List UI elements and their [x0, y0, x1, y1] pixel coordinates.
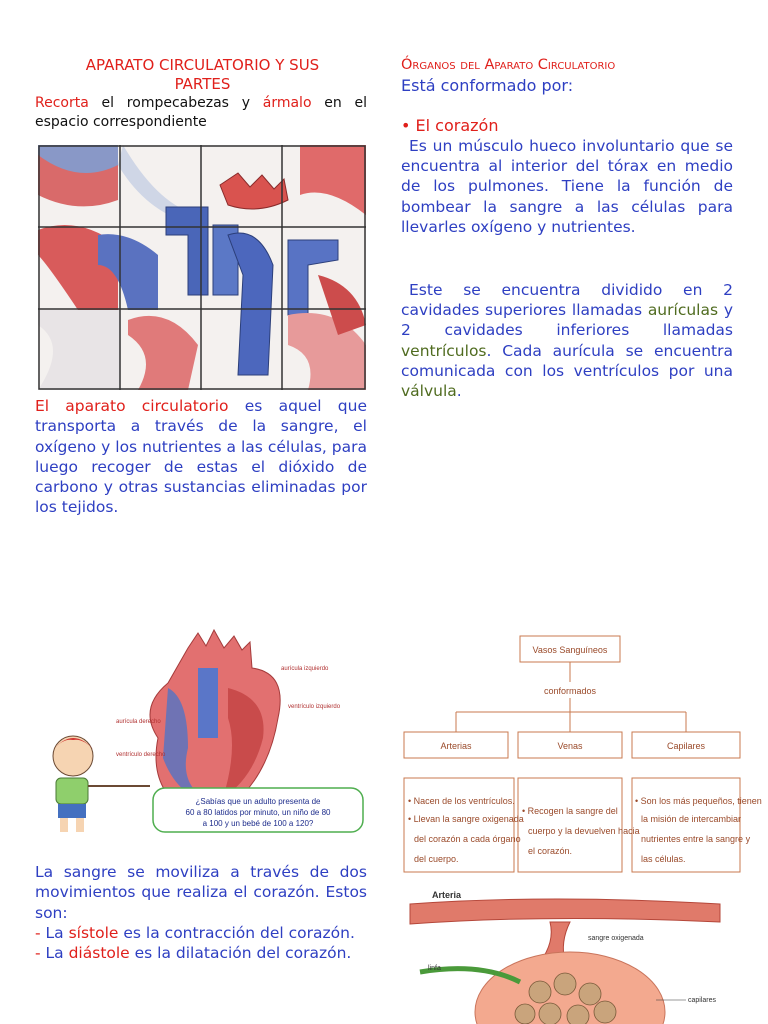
blood-vessels-diagram: [400, 632, 762, 1024]
cavities-text-4: .: [456, 382, 462, 401]
venas-desc-3: el corazón.: [528, 846, 573, 856]
left-title: [40, 56, 365, 94]
bubble-line-3: a 100 y un bebé de 100 a 120?: [202, 819, 314, 828]
capilares-desc-1: • Son los más pequeños, tienen: [635, 796, 762, 806]
right-title: Órganos del Aparato Circulatorio: [401, 57, 616, 73]
venas-desc-box: [518, 778, 622, 872]
heart-cavities: [401, 280, 733, 401]
term-valvula: válvula: [401, 382, 457, 401]
label-sangre-oxigenada: sangre oxigenada: [588, 935, 644, 942]
sistole-item: [35, 923, 367, 943]
capilares-desc-2: la misión de intercambiar: [641, 814, 742, 824]
instruction-text-2: en el espacio correspondiente: [35, 95, 367, 130]
cavities-text-2: y 2 cavidades inferiores llamadas: [401, 301, 733, 340]
diastole-term: diástole: [68, 944, 130, 963]
sistole-term: sístole: [68, 923, 119, 942]
right-subtitle: Está conformado por:: [401, 76, 574, 95]
instruction-text-1: el rompecabezas y: [88, 95, 263, 111]
heart-puzzle-image: [38, 145, 366, 390]
sistole-text: es la contracción del corazón.: [118, 923, 355, 942]
instruction-word-recorta: Recorta: [35, 95, 89, 111]
label-ventriculo-derecho: ventrículo derecho: [116, 752, 166, 758]
bubble-line-1: ¿Sabías que un adulto presenta de: [195, 797, 321, 806]
diastole-la: La: [45, 944, 69, 963]
diastole-text: es la dilatación del corazón.: [129, 944, 352, 963]
sistole-la: La: [45, 923, 69, 942]
label-capilares: capilares: [688, 997, 717, 1004]
term-ventriculos: ventrículos: [401, 341, 487, 360]
label-linfa: linfa: [428, 965, 441, 972]
heart-bullet: • El corazón: [401, 116, 499, 135]
label-auricula-derecho: aurícula derecho: [116, 719, 161, 725]
left-title-line2: PARTES: [174, 75, 231, 93]
circulatory-definition: [35, 396, 367, 518]
branch-capilares: Capilares: [666, 741, 706, 751]
diastole-item: [35, 943, 367, 963]
cavities-text-3: . Cada aurícula se encuentra comunicada con los ventrículos por una: [401, 341, 733, 380]
left-title-line1: APARATO CIRCULATORIO Y SUS: [85, 56, 320, 74]
instruction-word-armalo: ármalo: [262, 95, 312, 111]
label-arteria: Arteria: [432, 890, 462, 900]
heart-description: Es un músculo hueco involuntario que se encuentra al interior del tórax en medio de los pulmones. Tiene la función de bombear la sangre a las células para llevarles oxígeno y nutrientes.: [401, 137, 733, 236]
capilares-desc-4: las células.: [641, 854, 686, 864]
heart-diagram-image: [38, 628, 368, 838]
label-ventriculo-izquierdo: ventrículo izquierdo: [288, 704, 341, 710]
arterias-desc-4: del cuerpo.: [414, 854, 459, 864]
definition-term: El aparato circulatorio: [35, 397, 229, 415]
movements-intro: La sangre se moviliza a través de dos movimientos que realiza el corazón. Estos son:: [35, 863, 367, 922]
capilares-desc-3: nutrientes entre la sangre y: [641, 834, 751, 844]
arterias-desc-3: del corazón a cada órgano: [414, 834, 521, 844]
definition-text: es aquel que transporta a través de la sangre, el oxígeno y los nutrientes a las células, para luego recoger de estas el dióxido de carbono y otras sustancias eliminadas por los tejidos.: [35, 397, 367, 517]
bubble-line-2: 60 a 80 latidos por minuto, un niño de 80: [185, 808, 331, 817]
heart-movements: [35, 862, 367, 963]
capillary-network-image: [410, 899, 720, 1024]
arterias-desc-1: • Nacen de los ventrículos.: [408, 796, 515, 806]
branch-venas: Venas: [557, 741, 583, 751]
vessels-root-label: Vasos Sanguíneos: [532, 645, 608, 655]
puzzle-instruction: [35, 94, 367, 132]
cavities-text-1: Este se encuentra dividido en 2 cavidades superiores llamadas: [401, 281, 733, 320]
sistole-dash: -: [35, 923, 46, 942]
term-auriculas: aurículas: [647, 301, 719, 320]
vessels-link-label: conformados: [543, 686, 597, 696]
venas-desc-1: • Recogen la sangre del: [522, 806, 618, 816]
arterias-desc-2: • Llevan la sangre oxigenada: [408, 814, 524, 824]
venas-desc-2: cuerpo y la devuelven hacia: [528, 826, 640, 836]
branch-arterias: Arterias: [440, 741, 472, 751]
diastole-dash: -: [35, 944, 46, 963]
label-auricula-izquierdo: aurícula izquierdo: [281, 666, 329, 672]
